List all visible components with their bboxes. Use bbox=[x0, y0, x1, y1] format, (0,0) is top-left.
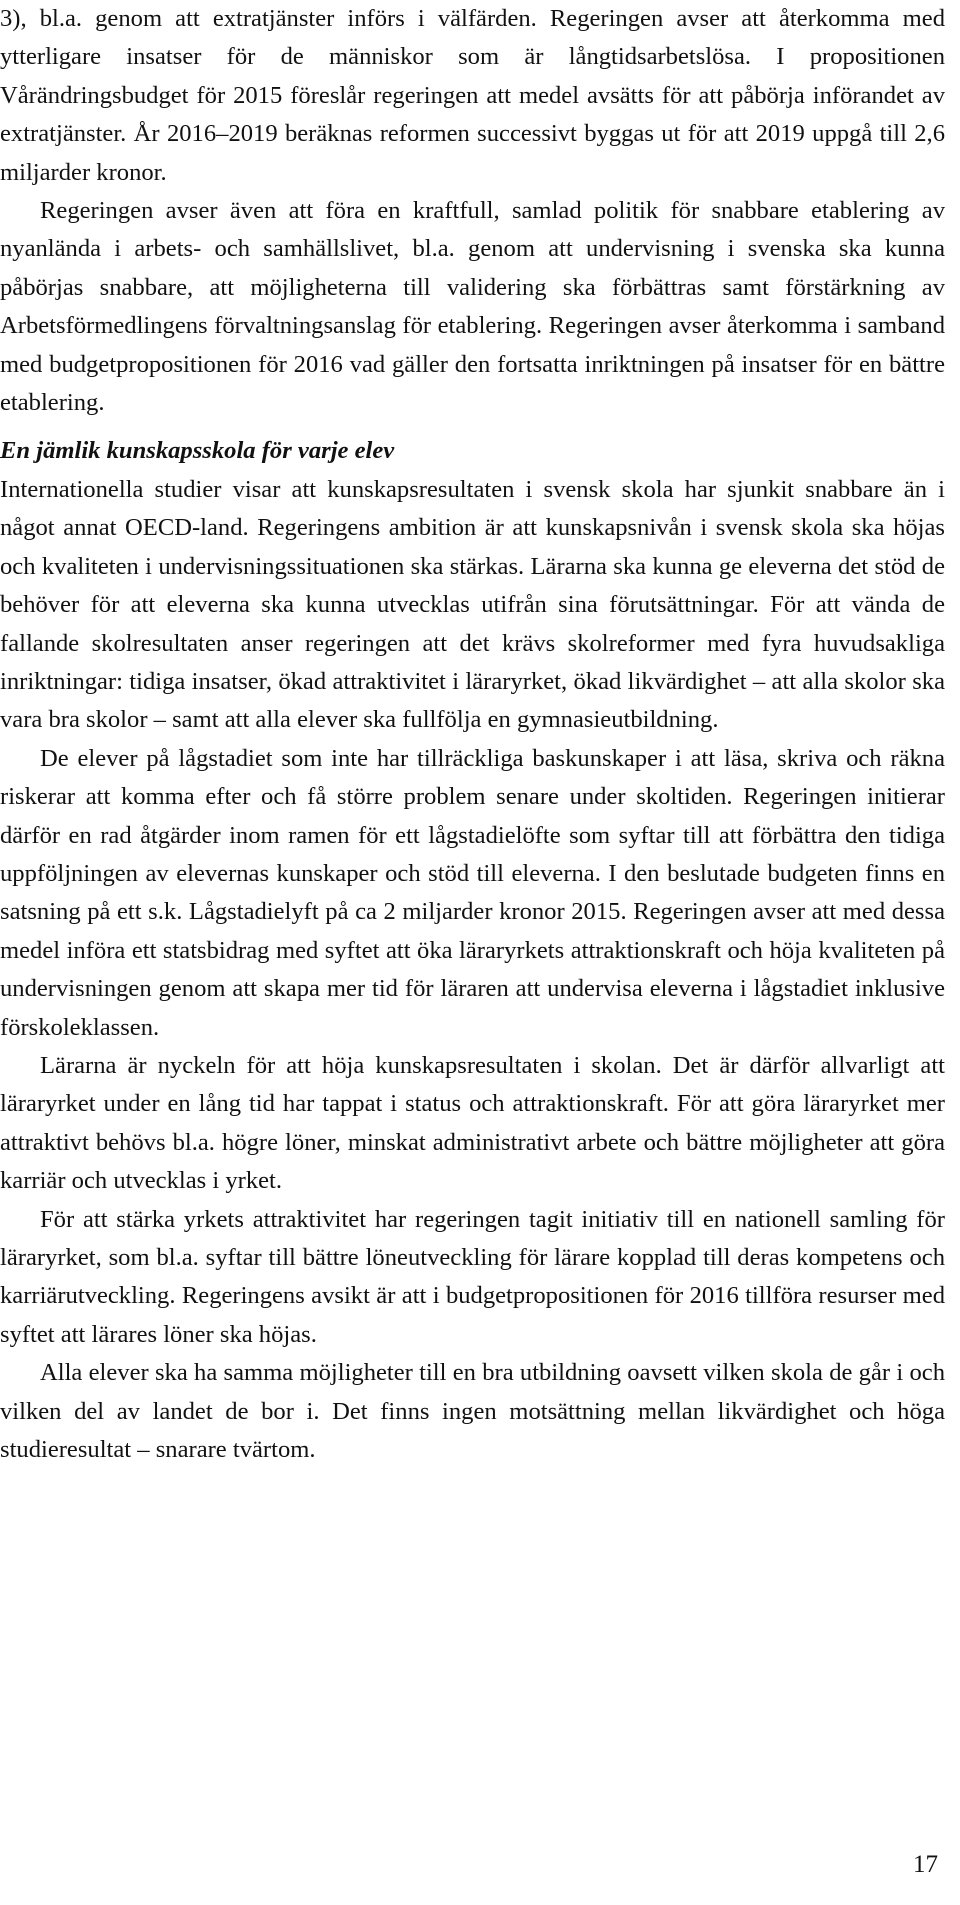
section-heading: En jämlik kunskapsskola för varje elev bbox=[0, 437, 395, 465]
paragraph-kunskapsresultat: Internationella studier visar att kunskapsresultaten i svensk skola har sjunkit snabbare än i något annat OECD-land. Regeringens ambition är att kunskapsnivån i svensk skola ska höjas och kvaliteten i undervisningssituationen ska stärkas. Lärarna ska kunna ge eleverna det stöd de behöver för att eleverna ska kunna utvecklas utifrån sina förutsättningar. För att vända de fallande skolresultaten anser regeringen att det krävs skolreformer med fyra huvudsakliga inriktningar: tidiga insatser, ökad attraktivitet i läraryrket, ökad likvärdighet – att alla skolor ska vara bra skolor – samt att alla elever ska fullfölja en gymnasieutbildning. bbox=[0, 475, 945, 734]
paragraph-extratjanster: 3), bl.a. genom att extratjänster införs i välfärden. Regeringen avser att återkomma med ytterligare insatser för de människor som är långtidsarbetslösa. I propositionen Vårändringsbudget för 2015 föreslår regeringen att medel avsätts för att påbörja införandet av extratjänster. År 2016–2019 beräknas reformen successivt byggas ut för att 2019 uppgå till 2,6 miljarder kronor. bbox=[0, 5, 945, 186]
paragraph-nyanlanda-etablering: Regeringen avser även att föra en kraftfull, samlad politik för snabbare etablering av nyanlända i arbets- och samhällslivet, bl.a. genom att undervisning i svenska ska kunna påbörjas snabbare, att möjligheterna till validering ska förbättras samt förstärkning av Arbetsförmedlingens förvaltningsanslag för etablering. Regeringen avser återkomma i samband med budgetpropositionen för 2016 vad gäller den fortsatta inriktningen på insatser för en bättre etablering. bbox=[0, 197, 945, 417]
page-number: 17 bbox=[913, 1851, 938, 1878]
paragraph-likvardighet: Alla elever ska ha samma möjligheter till en bra utbildning oavsett vilken skola de går i och vilken del av landet de bor i. Det finns ingen motsättning mellan likvärdighet och höga studieresultat – snarare tvärtom. bbox=[0, 1359, 945, 1464]
paragraph-lagstadiet: De elever på lågstadiet som inte har tillräckliga baskunskaper i att läsa, skriva och räkna riskerar att komma efter och få större problem senare under skoltiden. Regeringen initierar därför en rad åtgärder inom ramen för ett lågstadielöfte som syftar till att förbättra den tidiga uppföljningen av elevernas kunskaper och stöd till eleverna. I den beslutade budgeten finns en satsning på ett s.k. Lågstadielyft på ca 2 miljarder kronor 2015. Regeringen avser att med dessa medel införa ett statsbidrag med syftet att öka läraryrkets attraktionskraft och höja kvaliteten på undervisningen genom att skapa mer tid för läraren att undervisa eleverna i lågstadiet inklusive förskoleklassen. bbox=[0, 744, 945, 1041]
paragraph-yrkets-attraktivitet: För att stärka yrkets attraktivitet har regeringen tagit initiativ till en nationell samling för läraryrket, som bl.a. syftar till bättre löneutveckling för lärare kopplad till deras kompetens och karriärutveckling. Regeringens avsikt är att i budgetpropositionen för 2016 tillföra resurser med syftet att lärares löner ska höjas. bbox=[0, 1205, 945, 1348]
paragraph-lararna-nyckeln: Lärarna är nyckeln för att höja kunskapsresultaten i skolan. Det är därför allvarligt att läraryrket under en lång tid har tappat i status och attraktionskraft. För att göra läraryrket mer attraktivt behövs bl.a. högre löner, minskat administrativt arbete och bättre möjligheter att göra karriär och utvecklas i yrket. bbox=[0, 1051, 945, 1195]
